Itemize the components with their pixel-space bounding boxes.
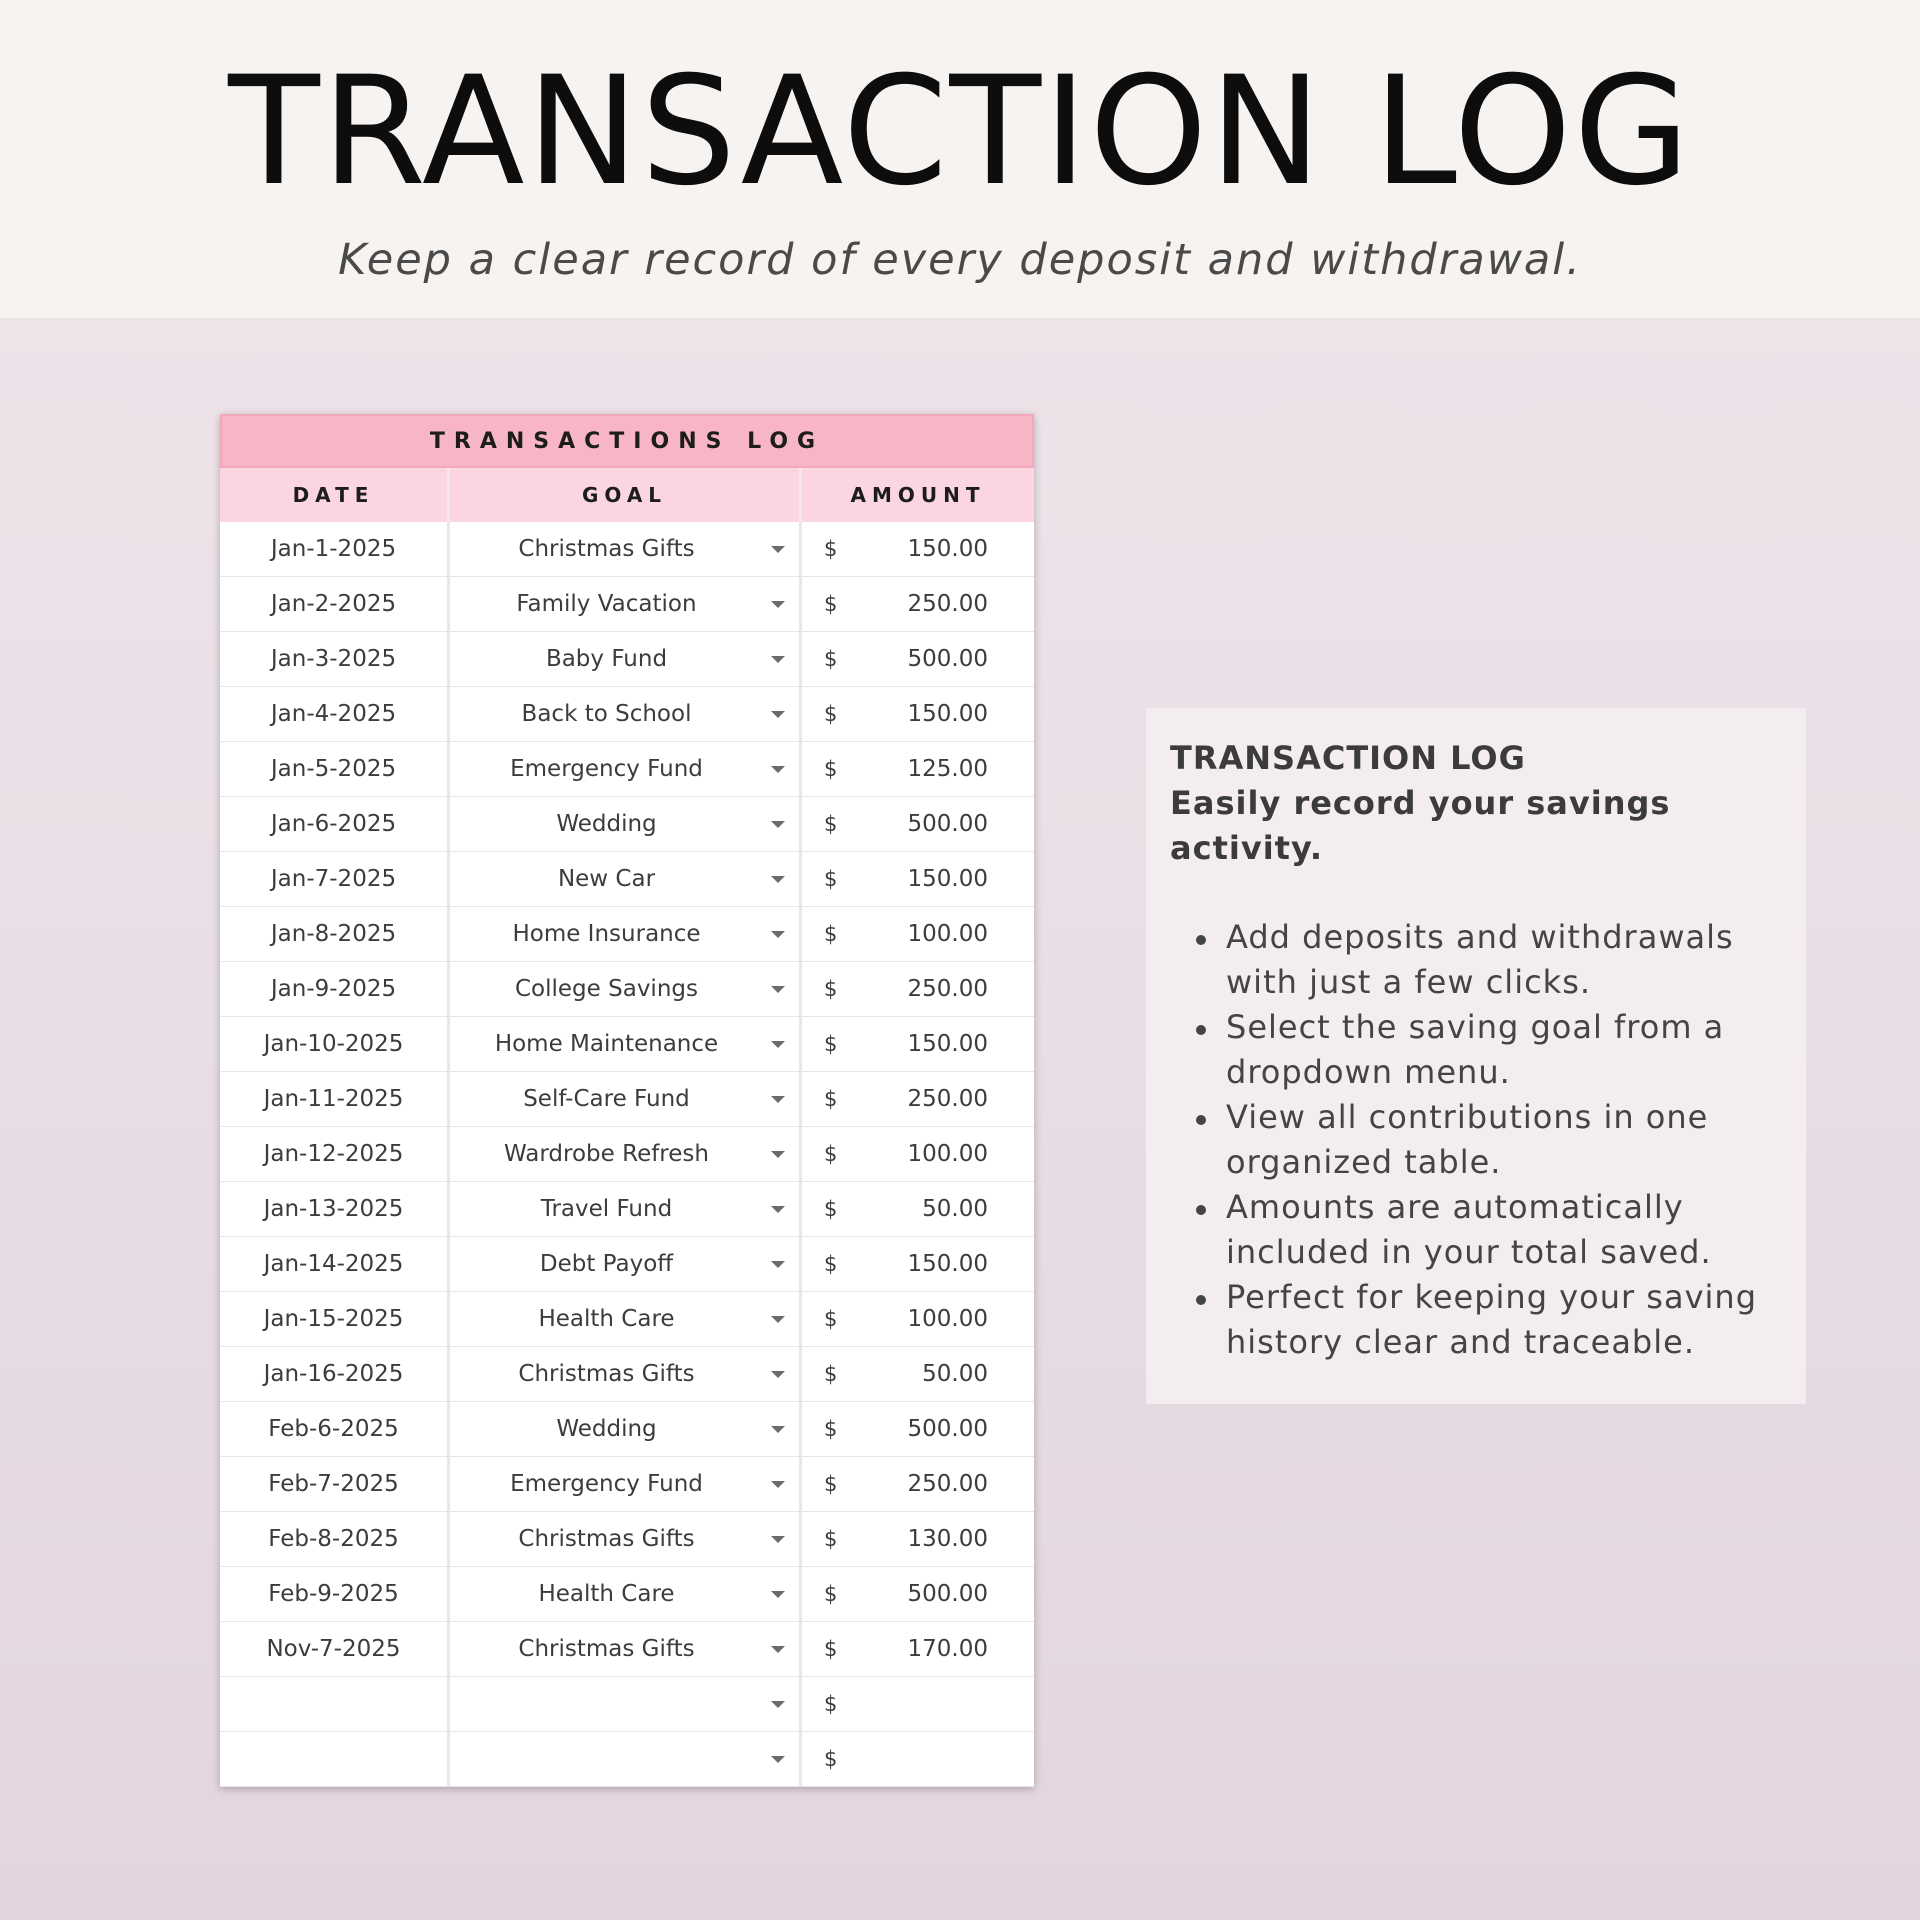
caret-down-icon[interactable]: [771, 1041, 785, 1048]
column-header-amount: AMOUNT: [850, 483, 986, 507]
feature-text: Amounts are automatically included in your total saved.: [1226, 1188, 1712, 1271]
feature-text: Add deposits and withdrawals with just a few clicks.: [1226, 918, 1734, 1001]
column-header-goal: GOAL: [450, 468, 802, 522]
caret-down-icon[interactable]: [771, 876, 785, 883]
amount-value: 100.00: [907, 1141, 988, 1167]
amount-value: 50.00: [922, 1196, 988, 1222]
goal-dropdown[interactable]: [450, 1402, 802, 1456]
info-title: TRANSACTION LOG: [1170, 739, 1526, 777]
table-row: [220, 1677, 1034, 1732]
goal-dropdown[interactable]: [450, 1072, 802, 1126]
caret-down-icon[interactable]: [771, 1756, 785, 1763]
amount-cell[interactable]: [802, 1732, 1034, 1786]
amount-value: 500.00: [907, 646, 988, 672]
info-panel: [1146, 708, 1806, 1404]
date-cell[interactable]: Jan-5-2025: [220, 742, 450, 796]
goal-dropdown[interactable]: [450, 577, 802, 631]
amount-value: 100.00: [907, 921, 988, 947]
currency-symbol: $: [824, 1087, 838, 1111]
currency-symbol: $: [824, 1472, 838, 1496]
goal-value: Emergency Fund: [510, 1471, 703, 1497]
date-cell[interactable]: Feb-7-2025: [220, 1457, 450, 1511]
goal-dropdown[interactable]: [450, 1292, 802, 1346]
date-cell[interactable]: Jan-10-2025: [220, 1017, 450, 1071]
date-cell[interactable]: Feb-8-2025: [220, 1512, 450, 1566]
feature-text: Perfect for keeping your saving history clear and traceable.: [1226, 1278, 1757, 1361]
caret-down-icon[interactable]: [771, 1096, 785, 1103]
table-row: [220, 1017, 1034, 1072]
date-cell[interactable]: Jan-3-2025: [220, 632, 450, 686]
amount-cell[interactable]: [802, 1237, 1034, 1291]
amount-cell[interactable]: [802, 1567, 1034, 1621]
goal-dropdown[interactable]: [450, 1182, 802, 1236]
bullet-icon: [1196, 935, 1206, 945]
currency-symbol: $: [824, 1692, 838, 1716]
currency-symbol: $: [824, 1252, 838, 1276]
amount-value: 150.00: [907, 701, 988, 727]
currency-symbol: $: [824, 922, 838, 946]
goal-value: Wedding: [556, 1416, 657, 1442]
goal-value: Christmas Gifts: [518, 1361, 695, 1387]
caret-down-icon[interactable]: [771, 1646, 785, 1653]
date-cell[interactable]: Jan-12-2025: [220, 1127, 450, 1181]
currency-symbol: $: [824, 702, 838, 726]
table-row: [220, 1512, 1034, 1567]
goal-dropdown[interactable]: [450, 1457, 802, 1511]
goal-value: Back to School: [521, 701, 692, 727]
feature-text: Select the saving goal from a dropdown menu.: [1226, 1008, 1725, 1091]
date-cell[interactable]: Jan-2-2025: [220, 577, 450, 631]
goal-value: Christmas Gifts: [518, 1636, 695, 1662]
table-row: [220, 1622, 1034, 1677]
table-row: [220, 852, 1034, 907]
currency-symbol: $: [824, 1307, 838, 1331]
currency-symbol: $: [824, 592, 838, 616]
amount-cell[interactable]: [802, 1292, 1034, 1346]
goal-dropdown[interactable]: [450, 1677, 802, 1731]
caret-down-icon[interactable]: [771, 1701, 785, 1708]
currency-symbol: $: [824, 977, 838, 1001]
caret-down-icon[interactable]: [771, 1591, 785, 1598]
currency-symbol: $: [824, 1582, 838, 1606]
currency-symbol: $: [824, 1747, 838, 1771]
table-row: [220, 742, 1034, 797]
amount-cell[interactable]: [802, 1182, 1034, 1236]
table-row: [220, 962, 1034, 1017]
feature-item: [1170, 1005, 1782, 1095]
date-cell[interactable]: Feb-9-2025: [220, 1567, 450, 1621]
table-row: [220, 687, 1034, 742]
currency-symbol: $: [824, 1417, 838, 1441]
goal-dropdown[interactable]: [450, 1347, 802, 1401]
amount-value: 150.00: [907, 1251, 988, 1277]
feature-item: [1170, 1275, 1782, 1365]
table-row: [220, 1567, 1034, 1622]
amount-cell[interactable]: [802, 1017, 1034, 1071]
goal-dropdown[interactable]: [450, 687, 802, 741]
date-cell[interactable]: Jan-7-2025: [220, 852, 450, 906]
transactions-sheet: [220, 414, 1034, 1787]
table-row: [220, 1457, 1034, 1512]
date-cell[interactable]: Jan-13-2025: [220, 1182, 450, 1236]
goal-value: Debt Payoff: [539, 1251, 674, 1277]
date-cell[interactable]: Jan-4-2025: [220, 687, 450, 741]
feature-list: [1170, 915, 1782, 1365]
caret-down-icon[interactable]: [771, 711, 785, 718]
table-row: [220, 632, 1034, 687]
currency-symbol: $: [824, 1362, 838, 1386]
date-cell[interactable]: Feb-6-2025: [220, 1402, 450, 1456]
amount-value: 170.00: [907, 1636, 988, 1662]
amount-value: 500.00: [907, 1581, 988, 1607]
table-row: [220, 522, 1034, 577]
currency-symbol: $: [824, 1637, 838, 1661]
amount-value: 250.00: [907, 976, 988, 1002]
table-row: [220, 1402, 1034, 1457]
amount-cell[interactable]: [802, 797, 1034, 851]
amount-value: 250.00: [907, 591, 988, 617]
goal-value: Christmas Gifts: [518, 536, 695, 562]
goal-value: Wedding: [556, 811, 657, 837]
amount-value: 250.00: [907, 1471, 988, 1497]
table-row: [220, 1292, 1034, 1347]
table-row: [220, 1072, 1034, 1127]
goal-value: Travel Fund: [540, 1196, 673, 1222]
currency-symbol: $: [824, 647, 838, 671]
amount-value: 150.00: [907, 866, 988, 892]
goal-dropdown[interactable]: [450, 962, 802, 1016]
table-body: [220, 522, 1034, 1787]
date-cell[interactable]: [220, 1677, 450, 1731]
feature-item: [1170, 1095, 1782, 1185]
caret-down-icon[interactable]: [771, 1316, 785, 1323]
date-cell[interactable]: Jan-11-2025: [220, 1072, 450, 1126]
amount-cell[interactable]: [802, 687, 1034, 741]
page-header: [0, 0, 1920, 318]
currency-symbol: $: [824, 812, 838, 836]
sheet-title: TRANSACTIONS LOG: [220, 414, 1034, 468]
caret-down-icon[interactable]: [771, 546, 785, 553]
goal-dropdown[interactable]: [450, 632, 802, 686]
amount-cell[interactable]: [802, 1457, 1034, 1511]
bullet-icon: [1196, 1205, 1206, 1215]
amount-cell[interactable]: [802, 522, 1034, 576]
goal-value: Baby Fund: [545, 646, 668, 672]
currency-symbol: $: [824, 1032, 838, 1056]
caret-down-icon[interactable]: [771, 1261, 785, 1268]
caret-down-icon[interactable]: [771, 821, 785, 828]
goal-dropdown[interactable]: [450, 1622, 802, 1676]
goal-value: Wardrobe Refresh: [504, 1141, 709, 1167]
date-cell[interactable]: [220, 1732, 450, 1786]
goal-dropdown[interactable]: [450, 907, 802, 961]
date-cell[interactable]: Jan-14-2025: [220, 1237, 450, 1291]
page-subtitle: Keep a clear record of every deposit and withdrawal.: [338, 235, 1582, 285]
feature-text: View all contributions in one organized table.: [1226, 1098, 1709, 1181]
currency-symbol: $: [824, 867, 838, 891]
amount-value: 150.00: [907, 536, 988, 562]
table-row: [220, 1182, 1034, 1237]
goal-value: Self-Care Fund: [523, 1086, 690, 1112]
goal-dropdown[interactable]: [450, 1512, 802, 1566]
date-cell[interactable]: Nov-7-2025: [220, 1622, 450, 1676]
goal-dropdown[interactable]: [450, 742, 802, 796]
date-cell[interactable]: Jan-9-2025: [220, 962, 450, 1016]
goal-dropdown[interactable]: [450, 1017, 802, 1071]
amount-value: 100.00: [907, 1306, 988, 1332]
goal-value: College Savings: [515, 976, 698, 1002]
amount-value: 130.00: [907, 1526, 988, 1552]
goal-value: Family Vacation: [516, 591, 697, 617]
caret-down-icon[interactable]: [771, 1536, 785, 1543]
table-row: [220, 907, 1034, 962]
bullet-icon: [1196, 1115, 1206, 1125]
currency-symbol: $: [824, 1142, 838, 1166]
feature-item: [1170, 1185, 1782, 1275]
date-cell[interactable]: Jan-15-2025: [220, 1292, 450, 1346]
table-row: [220, 797, 1034, 852]
amount-value: 250.00: [907, 1086, 988, 1112]
amount-cell[interactable]: [802, 632, 1034, 686]
table-row: [220, 1732, 1034, 1787]
caret-down-icon[interactable]: [771, 1426, 785, 1433]
table-row: [220, 1127, 1034, 1182]
date-cell[interactable]: Jan-6-2025: [220, 797, 450, 851]
table-row: [220, 1347, 1034, 1402]
currency-symbol: $: [824, 757, 838, 781]
page-title: TRANSACTION LOG: [228, 45, 1692, 219]
currency-symbol: $: [824, 537, 838, 561]
currency-symbol: $: [824, 1527, 838, 1551]
goal-value: Health Care: [538, 1581, 675, 1607]
amount-cell[interactable]: [802, 1347, 1034, 1401]
caret-down-icon[interactable]: [771, 766, 785, 773]
amount-cell[interactable]: [802, 577, 1034, 631]
goal-value: New Car: [557, 866, 656, 892]
goal-dropdown[interactable]: [450, 1732, 802, 1786]
goal-dropdown[interactable]: [450, 797, 802, 851]
feature-item: [1170, 915, 1782, 1005]
goal-dropdown[interactable]: [450, 1567, 802, 1621]
caret-down-icon[interactable]: [771, 1481, 785, 1488]
caret-down-icon[interactable]: [771, 601, 785, 608]
amount-value: 500.00: [907, 811, 988, 837]
column-header-date: DATE: [220, 468, 450, 522]
amount-cell[interactable]: [802, 1622, 1034, 1676]
goal-dropdown[interactable]: [450, 522, 802, 576]
amount-cell[interactable]: [802, 742, 1034, 796]
amount-cell[interactable]: [802, 1402, 1034, 1456]
date-cell[interactable]: Jan-8-2025: [220, 907, 450, 961]
goal-value: Christmas Gifts: [518, 1526, 695, 1552]
caret-down-icon[interactable]: [771, 986, 785, 993]
goal-value: Health Care: [538, 1306, 675, 1332]
bullet-icon: [1196, 1025, 1206, 1035]
bullet-icon: [1196, 1295, 1206, 1305]
amount-cell[interactable]: [802, 907, 1034, 961]
goal-value: Home Maintenance: [494, 1031, 719, 1057]
date-cell[interactable]: Jan-1-2025: [220, 522, 450, 576]
amount-value: 50.00: [922, 1361, 988, 1387]
amount-cell[interactable]: [802, 962, 1034, 1016]
caret-down-icon[interactable]: [771, 1151, 785, 1158]
table-row: [220, 577, 1034, 632]
amount-value: 150.00: [907, 1031, 988, 1057]
amount-cell[interactable]: [802, 1512, 1034, 1566]
goal-dropdown[interactable]: [450, 1127, 802, 1181]
date-cell[interactable]: Jan-16-2025: [220, 1347, 450, 1401]
table-row: [220, 1237, 1034, 1292]
amount-value: 125.00: [907, 756, 988, 782]
amount-cell[interactable]: [802, 852, 1034, 906]
amount-cell[interactable]: [802, 1072, 1034, 1126]
goal-dropdown[interactable]: [450, 1237, 802, 1291]
amount-cell[interactable]: [802, 1677, 1034, 1731]
currency-symbol: $: [824, 1197, 838, 1221]
caret-down-icon[interactable]: [771, 931, 785, 938]
caret-down-icon[interactable]: [771, 1206, 785, 1213]
info-subtitle: Easily record your savings activity.: [1170, 784, 1671, 867]
caret-down-icon[interactable]: [771, 1371, 785, 1378]
goal-value: Home Insurance: [512, 921, 701, 947]
goal-dropdown[interactable]: [450, 852, 802, 906]
goal-value: Emergency Fund: [510, 756, 703, 782]
amount-value: 500.00: [907, 1416, 988, 1442]
caret-down-icon[interactable]: [771, 656, 785, 663]
amount-cell[interactable]: [802, 1127, 1034, 1181]
column-header-row: [220, 468, 1034, 522]
